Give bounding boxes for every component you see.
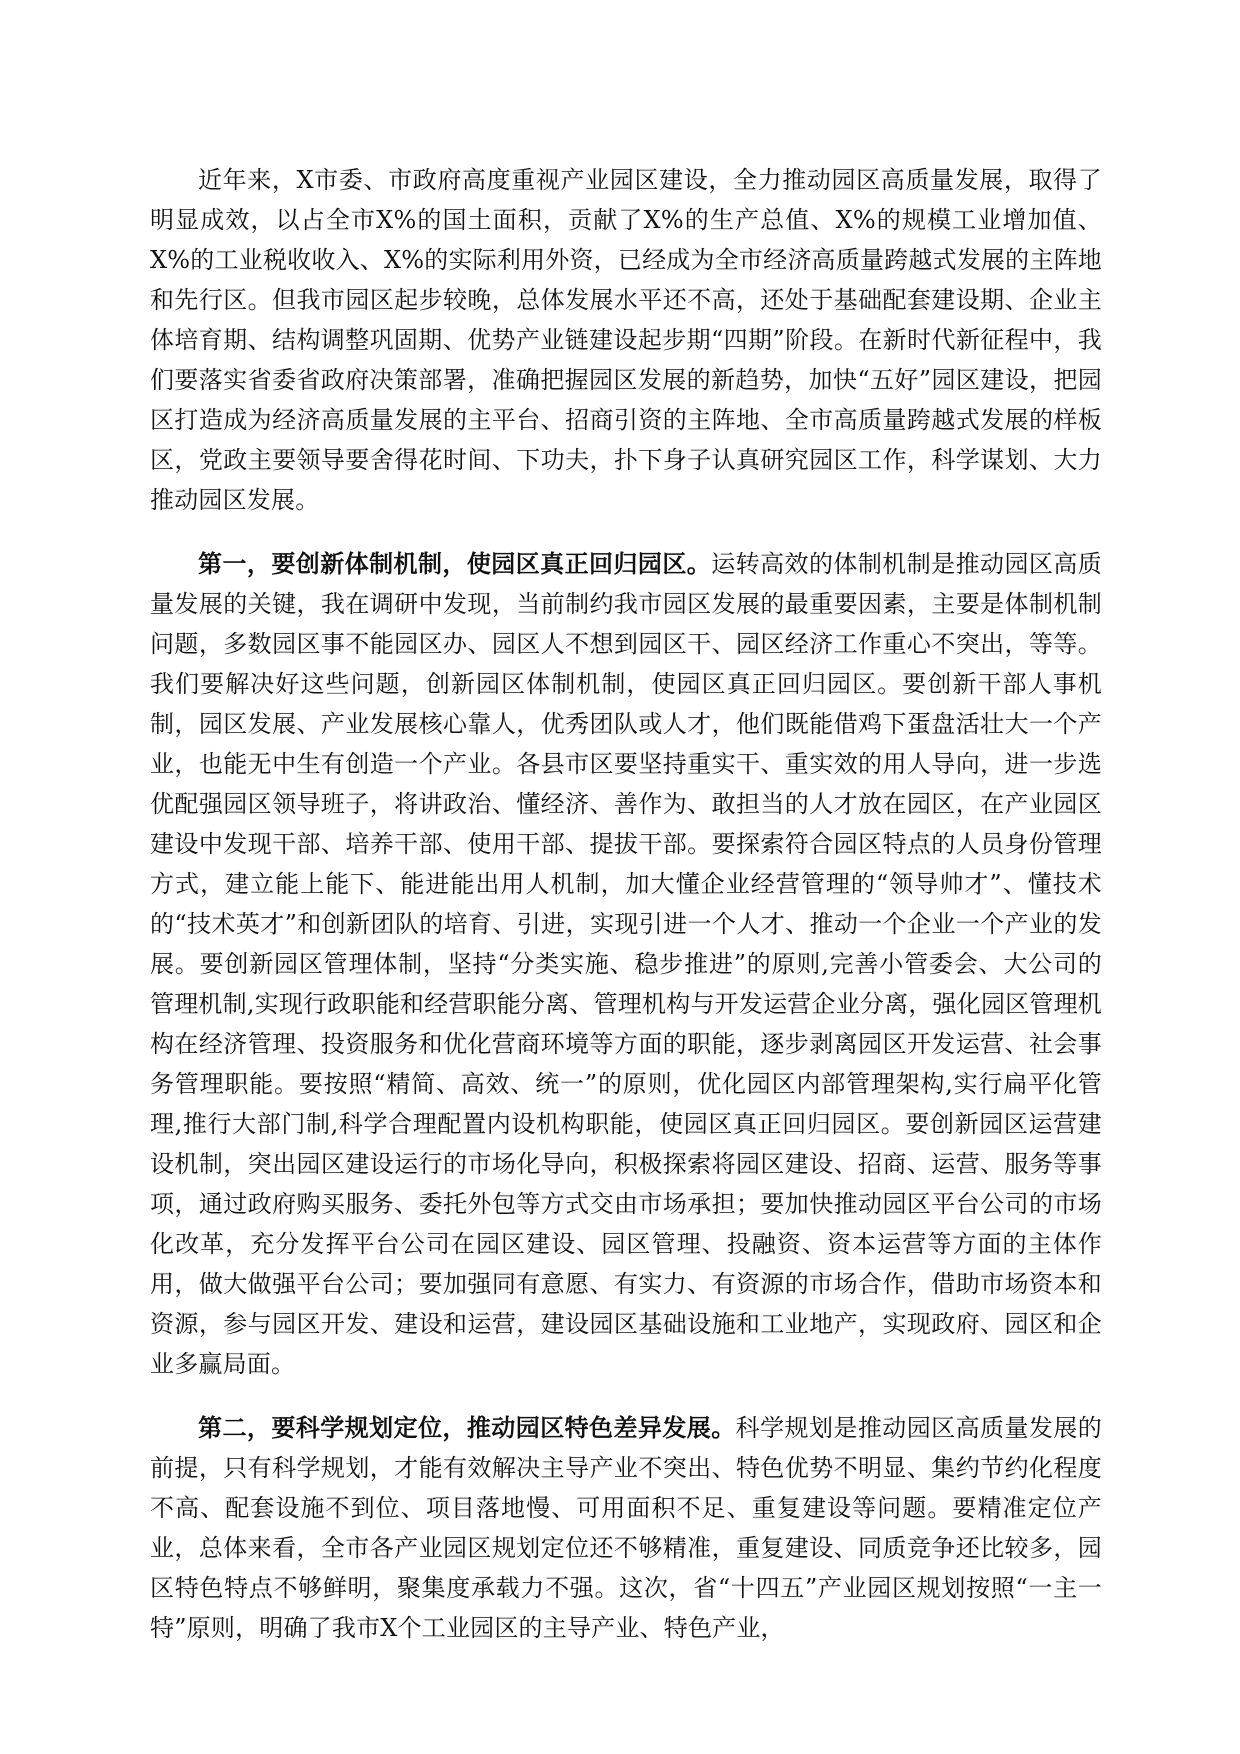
paragraph-text: 近年来，X市委、市政府高度重视产业园区建设，全力推动园区高质量发展，取得了明显成效，以占全市X%的国土面积，贡献了X%的生产总值、X%的规模工业增加值、X%的工业税收收入、X%的实际利用外资，已经成为全市经济高质量跨越式发展的主阵地和先行区。但我市园区起步较晚，总体发展水平还不高，还处于基础配套建设期、企业主体培育期、结构调整巩固期、优势产业链建设起步期“四期”阶段。在新时代新征程中，我们要落实省委省政府决策部署，准确把握园区发展的新趋势，加快“五好”园区建设，把园区打造成为经济高质量发展的主平台、招商引资的主阵地、全市高质量跨越式发展的样板区，党政主要领导要舍得花时间、下功夫，扑下身子认真研究园区工作，科学谋划、大力推动园区发展。	[150, 166, 1102, 514]
paragraph-first-point	[150, 544, 1102, 1384]
paragraph-text: 科学规划是推动园区高质量发展的前提，只有科学规划，才能有效解决主导产业不突出、特色优势不明显、集约节约化程度不高、配套设施不到位、项目落地慢、可用面积不足、重复建设等问题。要精准定位产业，总体来看，全市各产业园区规划定位还不够精准，重复建设、同质竞争还比较多，园区特色特点不够鲜明，聚集度承载力不强。这次，省“十四五”产业园区规划按照“一主一特”原则，明确了我市X个工业园区的主导产业、特色产业，	[150, 1414, 1102, 1642]
document-body	[150, 160, 1102, 1672]
paragraph-intro	[150, 160, 1102, 520]
paragraph-second-point	[150, 1408, 1102, 1648]
paragraph-lead: 第二，要科学规划定位，推动园区特色差异发展。	[198, 1413, 736, 1442]
paragraph-lead: 第一，要创新体制机制，使园区真正回归园区。	[198, 549, 712, 578]
paragraph-text: 运转高效的体制机制是推动园区高质量发展的关键，我在调研中发现，当前制约我市园区发展的最重要因素，主要是体制机制问题，多数园区事不能园区办、园区人不想到园区干、园区经济工作重心不突出，等等。我们要解决好这些问题，创新园区体制机制，使园区真正回归园区。要创新干部人事机制，园区发展、产业发展核心靠人，优秀团队或人才，他们既能借鸡下蛋盘活壮大一个产业，也能无中生有创造一个产业。各县市区要坚持重实干、重实效的用人导向，进一步选优配强园区领导班子，将讲政治、懂经济、善作为、敢担当的人才放在园区，在产业园区建设中发现干部、培养干部、使用干部、提拔干部。要探索符合园区特点的人员身份管理方式，建立能上能下、能进能出用人机制，加大懂企业经营管理的“领导帅才”、懂技术的“技术英才”和创新团队的培育、引进，实现引进一个人才、推动一个企业一个产业的发展。要创新园区管理体制，坚持“分类实施、稳步推进”的原则,完善小管委会、大公司的管理机制,实现行政职能和经营职能分离、管理机构与开发运营企业分离，强化园区管理机构在经济管理、投资服务和优化营商环境等方面的职能，逐步剥离园区开发运营、社会事务管理职能。要按照“精简、高效、统一”的原则，优化园区内部管理架构,实行扁平化管理,推行大部门制,科学合理配置内设机构职能，使园区真正回归园区。要创新园区运营建设机制，突出园区建设运行的市场化导向，积极探索将园区建设、招商、运营、服务等事项，通过政府购买服务、委托外包等方式交由市场承担；要加快推动园区平台公司的市场化改革，充分发挥平台公司在园区建设、园区管理、投融资、资本运营等方面的主体作用，做大做强平台公司；要加强同有意愿、有实力、有资源的市场合作，借助市场资本和资源，参与园区开发、建设和运营，建设园区基础设施和工业地产，实现政府、园区和企业多赢局面。	[150, 550, 1102, 1378]
